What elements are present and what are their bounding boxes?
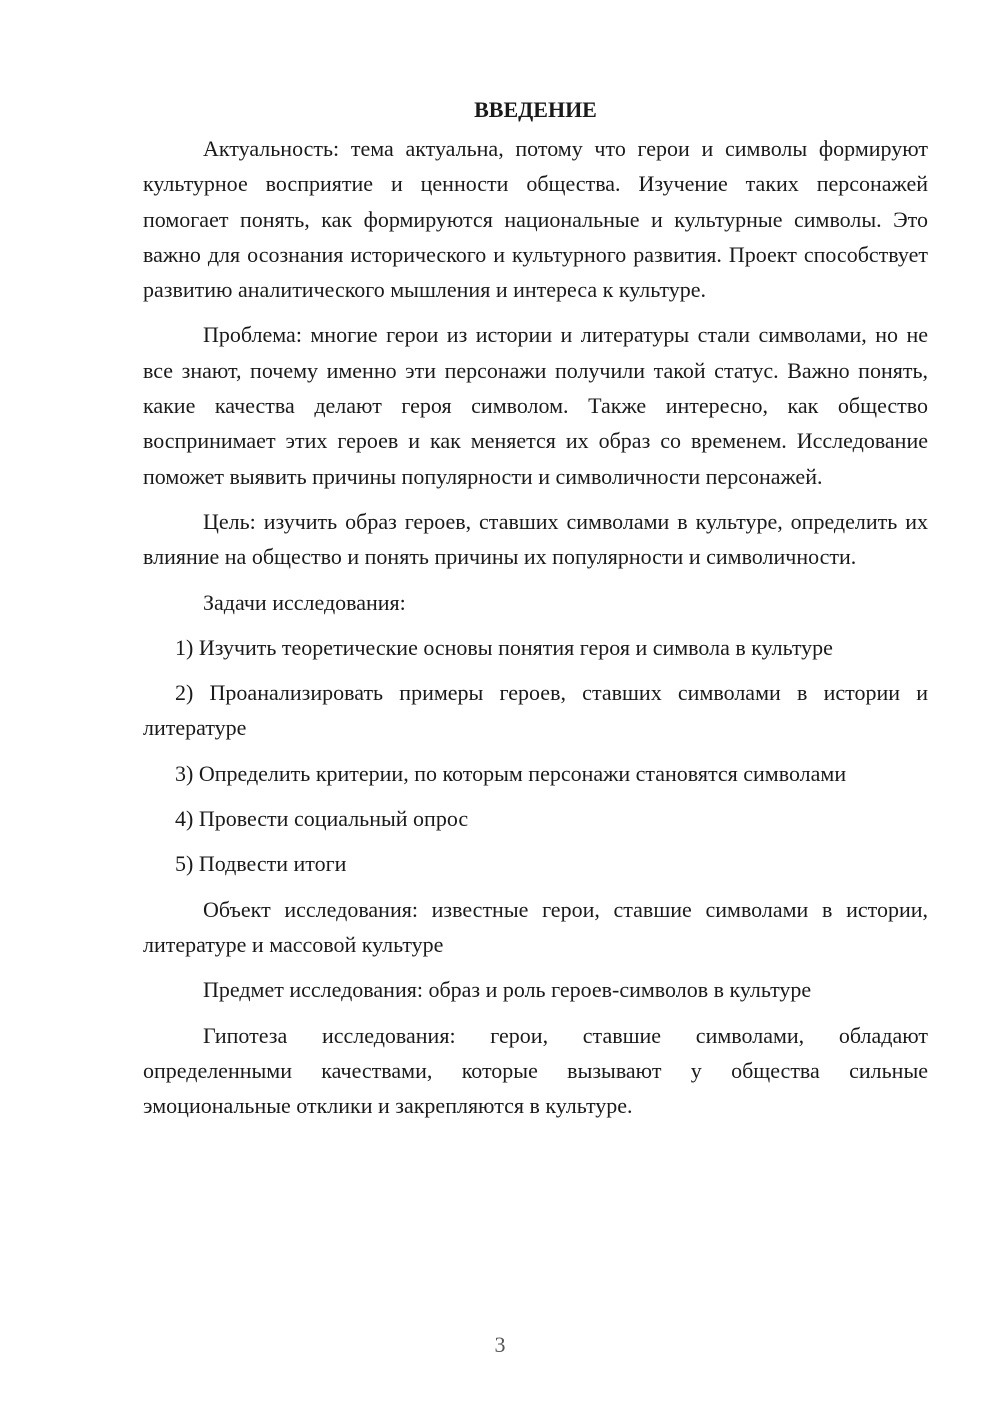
task-item-4: 4) Провести социальный опрос: [175, 806, 469, 832]
relevance-paragraph: Актуальность: тема актуальна, потому что герои и символы формируют культурное восприятие и ценности общества. Изучение таких персонажей помогает понять, как формируются национальные и культурные символы. Это важно для осознания исторического и культурного развития. Проект способствует развитию аналитического мышления и интереса к культуре.: [143, 136, 928, 303]
tasks-heading: Задачи исследования:: [203, 589, 406, 615]
goal-paragraph: Цель: изучить образ героев, ставших символами в культуре, определить их влияние на общество и понять причины их популярности и символичности.: [143, 508, 928, 570]
section-title: ВВЕДЕНИЕ: [474, 97, 597, 122]
task-item-1: 1) Изучить теоретические основы понятия героя и символа в культуре: [175, 634, 833, 660]
page-number: 3: [494, 1332, 506, 1357]
problem-paragraph: Проблема: многие герои из истории и литературы стали символами, но не все знают, почему именно эти персонажи получили такой статус. Важно понять, какие качества делают героя символом. Также интересно, как общество воспринимает этих героев и как меняется их образ со временем. Исследование поможет выявить причины популярности и символичности персонажей.: [143, 322, 928, 489]
document-page: [143, 92, 928, 1133]
object-paragraph: Объект исследования: известные герои, ставшие символами в истории, литературе и массовой культуре: [143, 896, 928, 957]
hypothesis-paragraph: Гипотеза исследования: герои, ставшие символами, обладают определенными качествами, которые вызывают у общества сильные эмоциональные отклики и закрепляются в культуре.: [143, 1022, 928, 1119]
task-item-3: 3) Определить критерии, по которым персонажи становятся символами: [175, 760, 847, 786]
task-item-5: 5) Подвести итоги: [175, 851, 347, 877]
task-item-2: 2) Проанализировать примеры героев, ставших символами в истории и литературе: [143, 680, 928, 741]
subject-paragraph: Предмет исследования: образ и роль героев-символов в культуре: [203, 977, 812, 1003]
